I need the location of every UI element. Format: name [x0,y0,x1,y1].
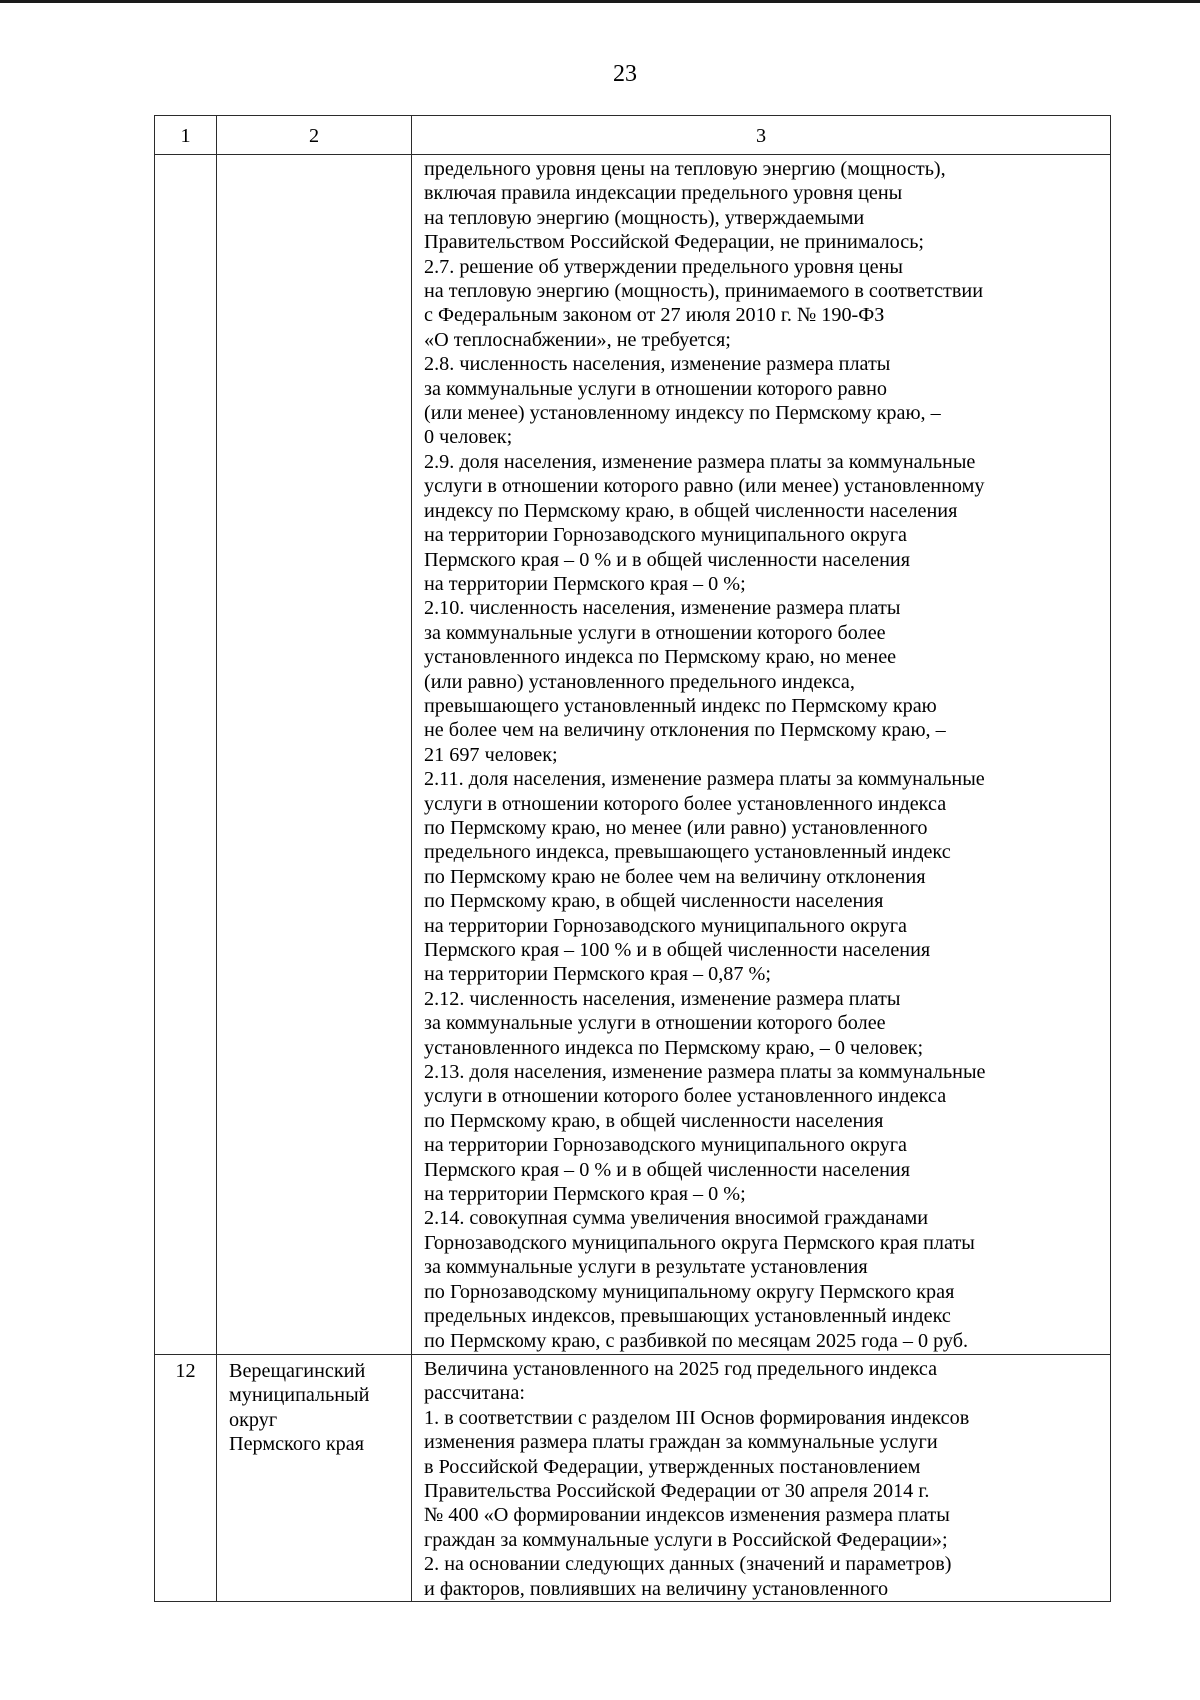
region-name-cell [217,155,412,1355]
description-line: (или равно) установленного предельного индекса, [424,670,855,693]
region-name-line: муниципальный [229,1384,370,1407]
description-line: в Российской Федерации, утвержденных постановлением [424,1455,921,1478]
description-line: Величина установленного на 2025 год предельного индекса [424,1358,938,1380]
description-line: 2.11. доля населения, изменение размера платы за коммунальные [424,768,985,791]
description-line: 21 697 человек; [424,743,558,766]
description-line: (или менее) установленному индексу по Пермскому краю, – [424,402,941,425]
description-line: граждан за коммунальные услуги в Российской Федерации»; [424,1528,948,1551]
table-row [155,155,1111,1355]
region-name-line: округ [229,1408,278,1431]
description-line: установленного индекса по Пермскому краю, но менее [424,646,897,669]
column-header-1: 1 [155,116,217,155]
description-line: и факторов, повлиявших на величину установленного [424,1577,889,1600]
description-line: на тепловую энергию (мощность), принимаемого в соответствии [424,280,983,303]
description-line: предельных индексов, превышающих установленный индекс [424,1305,951,1328]
description-line: предельного индекса, превышающего установленный индекс [424,841,951,864]
description-line: 2.7. решение об утверждении предельного уровня цены [424,255,903,278]
description-line: на территории Горнозаводского муниципального округа [424,524,908,547]
description-line: 1. в соответствии с разделом III Основ формирования индексов [424,1406,970,1429]
description-line: услуги в отношении которого более установленного индекса [424,1085,947,1108]
description-line: № 400 «О формировании индексов изменения размера платы [424,1504,950,1527]
description-line: 2. на основании следующих данных (значений и параметров) [424,1553,952,1576]
column-header-3: 3 [412,116,1111,155]
description-line: Правительства Российской Федерации от 30 апреля 2014 г. [424,1480,930,1503]
description-line: по Пермскому краю, но менее (или равно) установленного [424,816,928,839]
description-line: на территории Горнозаводского муниципального округа [424,1134,908,1157]
description-line: изменения размера платы граждан за коммунальные услуги [424,1431,938,1454]
description-line: 2.14. совокупная сумма увеличения вносимой гражданами [424,1207,929,1230]
data-table [154,115,1111,1602]
description-line: 2.8. численность населения, изменение размера платы [424,353,891,376]
description-line: с Федеральным законом от 27 июля 2010 г. № 190-ФЗ [424,304,885,327]
column-header-2: 2 [217,116,412,155]
description-line: на территории Пермского края – 0,87 %; [424,963,771,986]
description-line: «О теплоснабжении», не требуется; [424,328,731,351]
description-line: Правительством Российской Федерации, не принималось; [424,231,925,254]
description-line: Пермского края – 100 % и в общей численности населения [424,939,931,961]
description-line: Пермского края – 0 % и в общей численности населения [424,548,910,571]
description-line: установленного индекса по Пермскому краю, – 0 человек; [424,1036,924,1059]
region-name-cell [217,1355,412,1602]
row-number-cell [155,155,217,1355]
description-line: индексу по Пермскому краю, в общей численности населения [424,499,958,522]
table-header-row [155,116,1111,155]
description-cell [412,1355,1111,1602]
description-line: 2.12. численность населения, изменение размера платы [424,987,901,1010]
description-line: на территории Пермского края – 0 %; [424,1183,746,1206]
description-line: включая правила индексации предельного уровня цены [424,182,903,205]
description-line: по Пермскому краю, в общей численности населения [424,890,884,913]
region-name-line: Пермского края [229,1433,365,1456]
description-line: за коммунальные услуги в отношении которого более [424,621,886,644]
description-line: 2.10. численность населения, изменение размера платы [424,597,901,620]
description-line: на территории Горнозаводского муниципального округа [424,914,908,937]
description-line: 2.9. доля населения, изменение размера платы за коммунальные [424,450,976,473]
description-line: превышающего установленный индекс по Пермскому краю [424,694,937,717]
description-line: 0 человек; [424,426,513,449]
page-number: 23 [613,61,637,87]
description-line: не более чем на величину отклонения по Пермскому краю, – [424,719,946,742]
row-number-cell: 12 [155,1355,217,1602]
description-line: Пермского края – 0 % и в общей численности населения [424,1158,910,1181]
scan-top-edge [0,0,1200,3]
table-row [155,1355,1111,1602]
description-line: на тепловую энергию (мощность), утверждаемыми [424,206,865,229]
description-line: 2.13. доля населения, изменение размера платы за коммунальные [424,1061,986,1084]
region-name-line: Верещагинский [229,1360,366,1382]
description-line: предельного уровня цены на тепловую энергию (мощность), [424,158,946,180]
description-line: услуги в отношении которого более установленного индекса [424,792,947,815]
description-line: по Горнозаводскому муниципальному округу Пермского края [424,1280,955,1303]
description-line: рассчитана: [424,1382,525,1405]
description-line: услуги в отношении которого равно (или менее) установленному [424,475,985,498]
description-cell [412,155,1111,1355]
description-line: за коммунальные услуги в отношении которого более [424,1012,886,1035]
description-line: по Пермскому краю, в общей численности населения [424,1109,884,1132]
description-line: по Пермскому краю, с разбивкой по месяцам 2025 года – 0 руб. [424,1329,969,1352]
description-line: по Пермскому краю не более чем на величину отклонения [424,865,926,888]
description-line: за коммунальные услуги в отношении которого равно [424,377,887,400]
description-line: за коммунальные услуги в результате установления [424,1256,868,1279]
description-line: на территории Пермского края – 0 %; [424,572,746,595]
description-line: Горнозаводского муниципального округа Пермского края платы [424,1231,975,1254]
